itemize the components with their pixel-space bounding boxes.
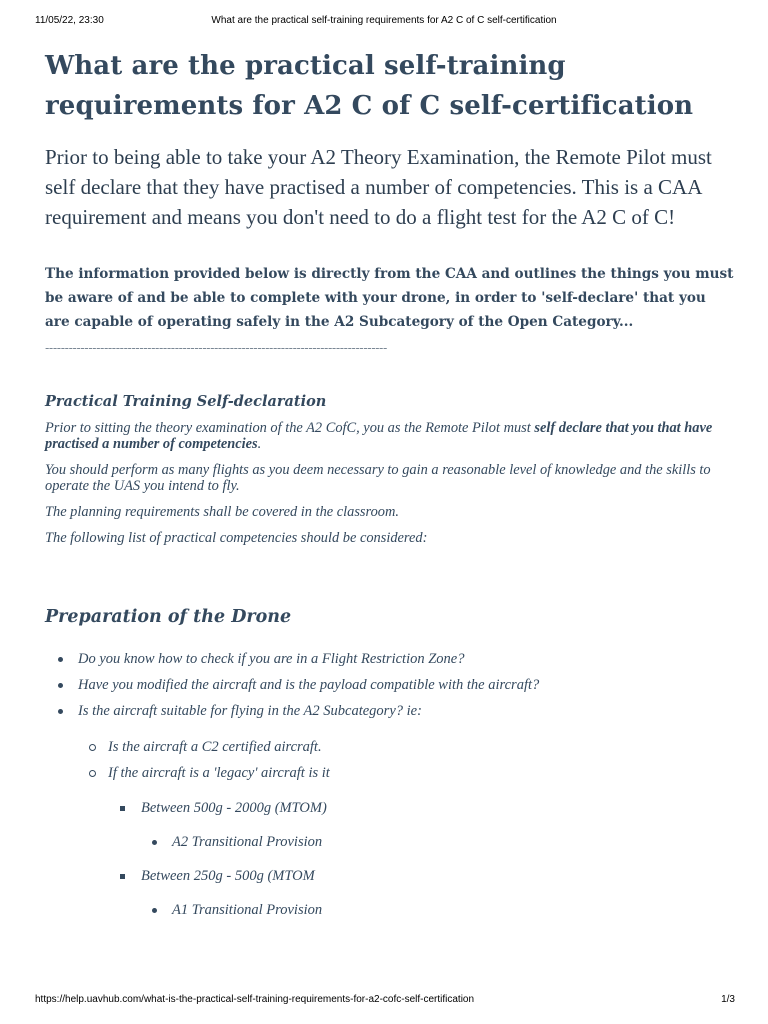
- list-item-text: If the aircraft is a 'legacy' aircraft is it: [108, 765, 330, 781]
- list-item: [108, 829, 735, 855]
- disc-bullet-icon: [58, 683, 63, 688]
- print-datetime: 11/05/22, 23:30: [35, 15, 104, 26]
- dashed-divider: ---------------------------------------------------------------------------------------: [45, 341, 387, 355]
- list-item-text: Have you modified the aircraft and is the payload compatible with the aircraft?: [78, 677, 540, 693]
- print-url: https://help.uavhub.com/what-is-the-practical-self-training-requirements-for-a2-cofc-self-certification: [35, 994, 475, 1005]
- provision-list: [108, 897, 735, 923]
- print-header: [0, 15, 768, 31]
- article-title: What are the practical self-training requirements for A2 C of C self-certification: [45, 51, 694, 121]
- list-item: [108, 897, 735, 923]
- list-item: [45, 672, 735, 698]
- disc-bullet-icon: [152, 908, 157, 913]
- competencies-intro-paragraph: The following list of practical competencies should be considered:: [45, 530, 428, 546]
- list-item: [45, 698, 735, 724]
- suitability-sublist: [45, 734, 735, 923]
- flights-paragraph: You should perform as many flights as you deem necessary to gain a reasonable level of knowledge and the skills to operate the UAS you intend to fly.: [45, 462, 711, 494]
- planning-paragraph: The planning requirements shall be covered in the classroom.: [45, 504, 399, 520]
- weight-class-list: [45, 795, 735, 923]
- practical-training-title: Practical Training Self-declaration: [45, 393, 327, 410]
- square-bullet-icon: [120, 874, 125, 879]
- list-item-text: Is the aircraft suitable for flying in the A2 Subcategory? ie:: [78, 703, 422, 719]
- list-item: [45, 760, 735, 923]
- list-item-text: Between 500g - 2000g (MTOM): [141, 800, 327, 816]
- list-item: [108, 863, 735, 923]
- circle-bullet-icon: [89, 744, 96, 751]
- list-item: [45, 646, 735, 672]
- lead-paragraph: Prior to being able to take your A2 Theory Examination, the Remote Pilot must self declare that they have practised a number of competencies. This is a CAA requirement and means you don't need to do a flight test for the A2 C of C!: [45, 145, 712, 229]
- preparation-list: [45, 646, 735, 724]
- section-heading: Preparation of the Drone: [45, 607, 292, 627]
- list-item: [108, 795, 735, 855]
- print-page-title: What are the practical self-training requirements for A2 C of C self-certification: [211, 15, 557, 26]
- declaration-text: Prior to sitting the theory examination of the A2 CofC, you as the Remote Pilot must: [45, 420, 535, 436]
- declaration-emphasis: self declare that you that have practised a number of competencies: [45, 420, 713, 452]
- provision-list: [108, 829, 735, 855]
- square-bullet-icon: [120, 806, 125, 811]
- circle-bullet-icon: [89, 770, 96, 777]
- list-item-text: A1 Transitional Provision: [172, 902, 323, 918]
- list-item-text: A2 Transitional Provision: [172, 834, 323, 850]
- disc-bullet-icon: [58, 709, 63, 714]
- list-item: [45, 734, 735, 760]
- declaration-paragraph: [45, 420, 735, 452]
- list-item-text: Between 250g - 500g (MTOM: [141, 868, 315, 884]
- list-item-text: Is the aircraft a C2 certified aircraft.: [108, 739, 322, 755]
- disc-bullet-icon: [58, 657, 63, 662]
- info-paragraph: The information provided below is directly from the CAA and outlines the things you must be aware of and be able to complete with your drone, in order to 'self-declare' that you are capable of operating safely in the A2 Subcategory of the Open Category...: [45, 266, 734, 330]
- print-footer: [0, 994, 768, 1010]
- page-number: 1/3: [721, 994, 735, 1005]
- disc-bullet-icon: [152, 840, 157, 845]
- article-content: [45, 46, 735, 923]
- declaration-end: .: [257, 436, 262, 452]
- list-item-text: Do you know how to check if you are in a Flight Restriction Zone?: [78, 651, 465, 667]
